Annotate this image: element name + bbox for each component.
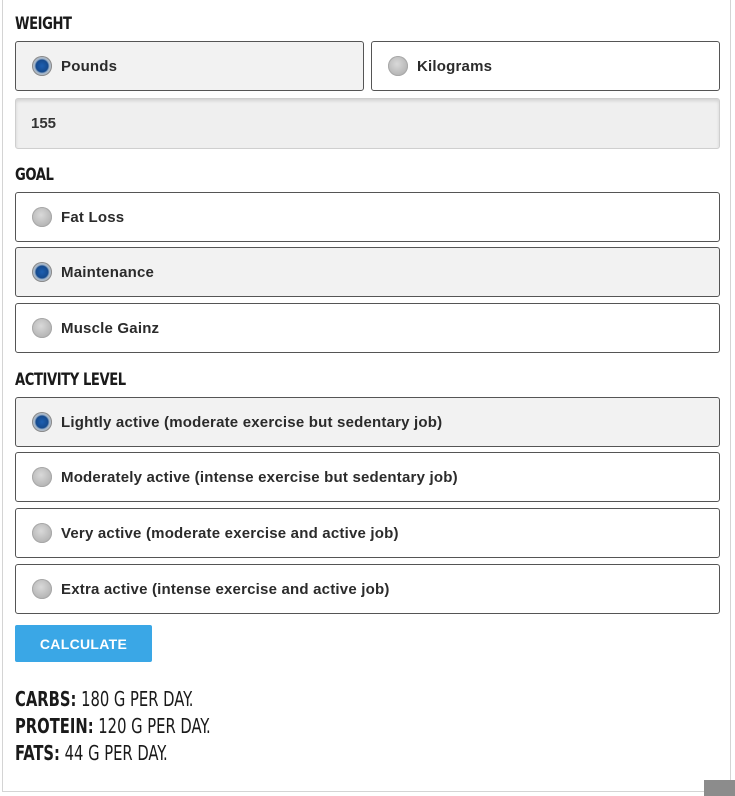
radio-selected-icon[interactable] [32,56,52,76]
radio-unselected-icon[interactable] [32,523,52,543]
goal-heading: GOAL [15,165,54,185]
radio-unselected-icon[interactable] [32,579,52,599]
result-protein [15,714,211,738]
result-carbs [15,687,193,711]
radio-unselected-icon[interactable] [388,56,408,76]
result-fats [15,741,168,765]
goal-option-maintenance[interactable] [15,247,720,297]
scroll-corner [704,780,735,796]
activity-option-label: Lightly active (moderate exercise but sedentary job) [61,413,443,431]
radio-unselected-icon[interactable] [32,207,52,227]
activity-option-label: Moderately active (intense exercise but sedentary job) [61,468,458,486]
radio-selected-icon[interactable] [32,412,52,432]
radio-selected-icon[interactable] [32,262,52,282]
activity-heading: ACTIVITY LEVEL [15,370,126,390]
weight-unit-pounds[interactable] [15,41,364,91]
goal-option-muscle-gainz[interactable] [15,303,720,353]
radio-unselected-icon[interactable] [32,318,52,338]
radio-unselected-icon[interactable] [32,467,52,487]
goal-option-fat-loss[interactable] [15,192,720,242]
result-protein-label: PROTEIN: [15,714,94,738]
result-protein-value: 120 G PER DAY. [98,714,211,738]
activity-option-lightly-active[interactable] [15,397,720,447]
weight-unit-kilograms[interactable] [371,41,720,91]
result-fats-value: 44 G PER DAY. [64,741,168,765]
result-fats-label: FATS: [15,741,60,765]
activity-option-moderately-active[interactable] [15,452,720,502]
weight-heading: WEIGHT [15,14,72,34]
activity-option-extra-active[interactable] [15,564,720,614]
weight-input[interactable] [15,98,720,149]
result-carbs-value: 180 G PER DAY. [81,687,194,711]
activity-option-label: Very active (moderate exercise and active job) [61,524,399,542]
activity-option-very-active[interactable] [15,508,720,558]
activity-option-label: Extra active (intense exercise and active job) [61,580,390,598]
calculate-button[interactable]: CALCULATE [15,625,152,662]
weight-unit-label: Kilograms [417,57,493,75]
weight-unit-label: Pounds [61,57,118,75]
result-carbs-label: CARBS: [15,687,77,711]
goal-option-label: Muscle Gainz [61,319,160,337]
goal-option-label: Fat Loss [61,208,125,226]
goal-option-label: Maintenance [61,263,155,281]
